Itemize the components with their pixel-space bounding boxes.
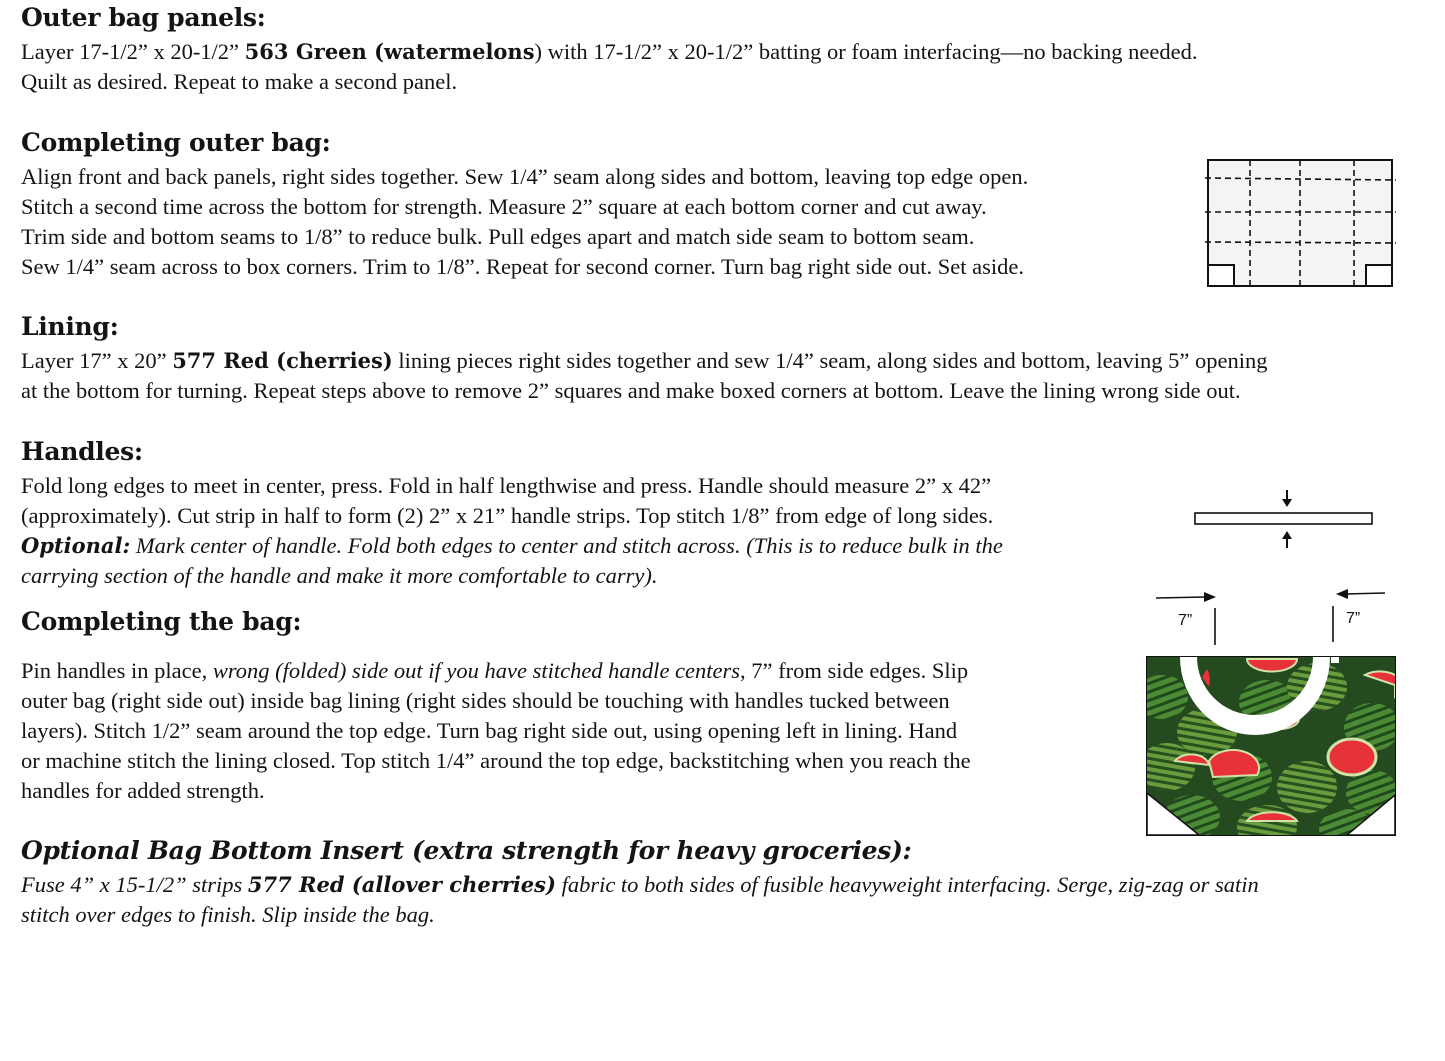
text-line: at the bottom for turning. Repeat steps above to remove 2” squares and make boxed corners at bottom. Leave the lining wrong side out. xyxy=(21,378,1241,403)
fabric-name: 563 Green (watermelons xyxy=(244,39,535,64)
text-line: Pin handles in place, wrong (folded) side out if you have stitched handle centers, 7” from side edges. Slip xyxy=(21,658,969,683)
handles-text xyxy=(21,471,1003,591)
text-line: carrying section of the handle and make it more comfortable to carry). xyxy=(21,563,658,588)
text-line: Fold long edges to meet in center, press. Fold in half lengthwise and press. Handle should measure 2” x 42” xyxy=(21,473,992,498)
top-gap xyxy=(1331,657,1339,663)
text-line: (approximately). Cut strip in half to form (2) 2” x 21” handle strips. Top stitch 1/8” from edge of long sides. xyxy=(21,503,994,528)
arrow-down-icon xyxy=(1282,499,1292,507)
completing-bag-text xyxy=(21,656,971,806)
measurement-label-right: 7” xyxy=(1346,610,1361,627)
handle-fold-diagram xyxy=(1190,488,1380,552)
handle-strip xyxy=(1195,513,1372,524)
boxed-corner-diagram xyxy=(1200,155,1400,295)
text-line: layers). Stitch 1/2” seam around the top edge. Turn bag right side out, using opening left in lining. Hand xyxy=(21,718,958,743)
text-line: Trim side and bottom seams to 1/8” to reduce bulk. Pull edges apart and match side seam to bottom seam. xyxy=(21,224,975,249)
text-line: Stitch a second time across the bottom for strength. Measure 2” square at each bottom corner and cut away. xyxy=(21,194,987,219)
completing-outer-text xyxy=(21,162,1028,282)
arrow-left-icon xyxy=(1345,593,1385,594)
optional-label: Optional: xyxy=(21,533,131,558)
text-line: Layer 17” x 20” 577 Red (cherries) lining pieces right sides together and sew 1/4” seam, along sides and bottom, leaving 5” opening xyxy=(21,348,1268,373)
text-line: Quilt as desired. Repeat to make a second panel. xyxy=(21,69,458,94)
text-line: Sew 1/4” seam across to box corners. Trim to 1/8”. Repeat for second corner. Turn bag right side out. Set aside. xyxy=(21,254,1024,279)
arrow-up-icon xyxy=(1282,531,1292,539)
heading-lining: Lining: xyxy=(21,312,119,341)
arrow-right-icon xyxy=(1156,597,1206,598)
heading-outer-bag-panels: Outer bag panels: xyxy=(21,3,266,32)
text-line: stitch over edges to finish. Slip inside the bag. xyxy=(21,902,435,927)
heading-handles: Handles: xyxy=(21,437,143,466)
arrow-left-icon xyxy=(1336,589,1348,599)
bottom-insert-text xyxy=(21,870,1259,930)
handle-placement-diagram xyxy=(1150,585,1395,655)
text-line: Align front and back panels, right sides together. Sew 1/4” seam along sides and bottom, leaving top edge open. xyxy=(21,164,1029,189)
text-line: Fuse 4” x 15-1/2” strips 577 Red (allover cherries) fabric to both sides of fusible heavyweight interfacing. Serge, zig-zag or satin xyxy=(21,872,1259,897)
corner-cutout-left xyxy=(1208,265,1234,286)
fabric-name: 577 Red (allover cherries) xyxy=(247,872,556,897)
corner-cutout-right xyxy=(1366,265,1392,286)
heading-completing-outer-bag: Completing outer bag: xyxy=(21,128,331,157)
watermelon-fabric-image xyxy=(1147,657,1395,835)
arrow-right-icon xyxy=(1204,592,1216,602)
text-line: outer bag (right side out) inside bag lining (right sides should be touching with handles tucked between xyxy=(21,688,950,713)
fabric-name: 577 Red (cherries) xyxy=(172,348,393,373)
heading-completing-the-bag: Completing the bag: xyxy=(21,607,302,636)
text-line: Optional: Mark center of handle. Fold both edges to center and stitch across. (This is to reduce bulk in the xyxy=(21,533,1003,558)
bag-illustration xyxy=(1146,656,1396,836)
text-line: handles for added strength. xyxy=(21,778,265,803)
heading-optional-bag-bottom-insert: Optional Bag Bottom Insert (extra strength for heavy groceries): xyxy=(21,836,912,865)
text-line: or machine stitch the lining closed. Top stitch 1/4” around the top edge, backstitching when you reach the xyxy=(21,748,971,773)
text-line: Layer 17-1/2” x 20-1/2” 563 Green (watermelons) with 17-1/2” x 20-1/2” batting or foam interfacing—no backing needed. xyxy=(21,39,1198,64)
measurement-label-left: 7” xyxy=(1178,612,1193,629)
lining-text xyxy=(21,346,1268,406)
outer-panels-text xyxy=(21,37,1197,97)
